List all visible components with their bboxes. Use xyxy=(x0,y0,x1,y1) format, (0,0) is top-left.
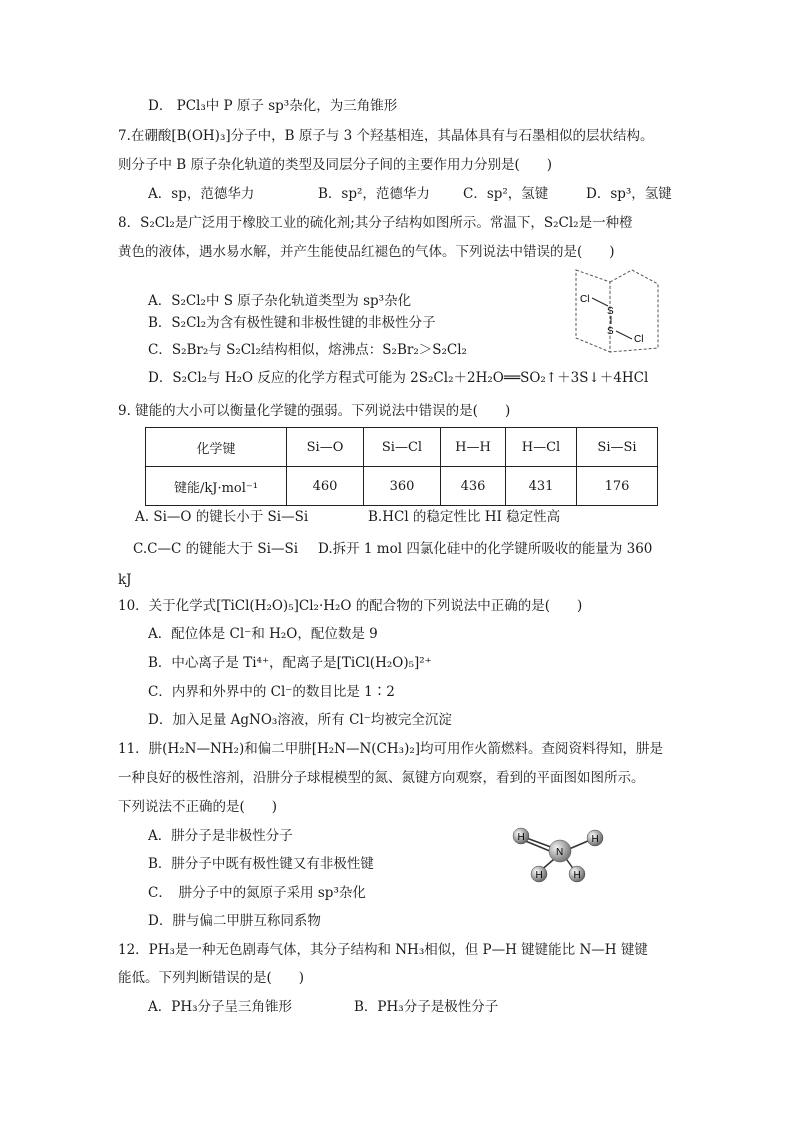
table-row xyxy=(146,428,658,467)
s2cl2-structure-figure xyxy=(570,268,665,358)
q7-option-a: A．sp，范德华力 xyxy=(148,186,255,202)
cl-atom-label: Cl xyxy=(580,294,590,305)
q9-option-a: A. Si—O 的键长小于 Si—Si xyxy=(135,509,309,525)
q11-option-b: B．肼分子中既有极性键又有非极性键 xyxy=(148,856,374,872)
table-cell: H—Cl xyxy=(506,428,577,467)
q11-option-a: A．肼分子是非极性分子 xyxy=(148,828,293,844)
q8-stem-cont: 黄色的液体，遇水易水解，并产生能使品红褪色的气体。下列说法中错误的是( ) xyxy=(118,244,615,260)
table-row xyxy=(146,467,658,506)
q11-stem-cont2: 下列说法不正确的是( ) xyxy=(118,799,278,815)
table-header-cell: 化学键 xyxy=(146,428,287,467)
hydrazine-model-figure xyxy=(505,822,610,890)
q10-option-b: B．中心离子是 Ti⁴⁺，配离子是[TiCl(H₂O)₅]²⁺ xyxy=(148,655,432,671)
q11-option-c: C． 肼分子中的氮原子采用 sp³杂化 xyxy=(148,885,366,901)
q8-option-c: C．S₂Br₂与 S₂Cl₂结构相似，熔沸点：S₂Br₂＞S₂Cl₂ xyxy=(148,342,467,358)
q8-option-b: B．S₂Cl₂为含有极性键和非极性键的非极性分子 xyxy=(148,315,436,331)
n-atom-label: N xyxy=(556,847,564,858)
q12-stem-cont: 能低。下列判断错误的是( ) xyxy=(118,970,305,986)
q8-option-d: D．S₂Cl₂与 H₂O 反应的化学方程式可能为 2S₂Cl₂＋2H₂O══SO₂↑＋3S↓＋4HCl xyxy=(148,370,649,386)
q11-stem-cont: 一种良好的极性溶剂，沿肼分子球棍模型的氮、氮键方向观察，看到的平面图如图所示。 xyxy=(118,770,645,786)
cl-atom-label: Cl xyxy=(634,334,644,345)
table-cell: Si—Cl xyxy=(364,428,441,467)
s-atom-label: S xyxy=(607,306,614,317)
q9-option-d: D.拆开 1 mol 四氯化硅中的化学键所吸收的能量为 360 xyxy=(318,541,653,557)
h-atom-label: H xyxy=(591,834,599,845)
q9-option-b: B.HCl 的稳定性比 HI 稳定性高 xyxy=(368,509,561,525)
table-cell: 431 xyxy=(506,467,577,506)
q7-option-d: D．sp³，氢键 xyxy=(586,186,672,202)
q8-option-a: A．S₂Cl₂中 S 原子杂化轨道类型为 sp³杂化 xyxy=(148,293,412,309)
h-atom-label: H xyxy=(517,832,525,843)
table-cell: 360 xyxy=(364,467,441,506)
q6-option-d: D． PCl₃中 P 原子 sp³杂化，为三角锥形 xyxy=(148,98,398,114)
q9-option-c: C.C—C 的键能大于 Si—Si xyxy=(133,541,299,557)
table-cell: 176 xyxy=(577,467,658,506)
table-cell: 460 xyxy=(287,467,364,506)
q12-option-a: A．PH₃分子呈三角锥形 xyxy=(148,999,293,1015)
q7-option-c: C．sp²，氢键 xyxy=(463,186,549,202)
table-cell: H—H xyxy=(441,428,506,467)
q8-stem: 8．S₂Cl₂是广泛用于橡胶工业的硫化剂;其分子结构如图所示。常温下，S₂Cl₂是一种橙 xyxy=(118,215,633,231)
q7-option-b: B．sp²，范德华力 xyxy=(318,186,430,202)
q7-stem: 7.在硼酸[B(OH)₃]分子中，B 原子与 3 个羟基相连，其晶体具有与石墨相似的层状结构。 xyxy=(118,128,654,144)
q10-option-a: A．配位体是 Cl⁻和 H₂O，配位数是 9 xyxy=(148,626,378,642)
s-atom-label: S xyxy=(607,326,614,337)
table-header-cell: 键能/kJ·mol⁻¹ xyxy=(146,467,287,506)
bond-energy-table xyxy=(145,427,658,506)
q11-stem: 11．肼(H₂N—NH₂)和偏二甲肼[H₂N—N(CH₃)₂]均可用作火箭燃料。查阅资料得知，肼是 xyxy=(118,741,664,757)
q10-option-d: D．加入足量 AgNO₃溶液，所有 Cl⁻均被完全沉淀 xyxy=(148,712,452,728)
table-cell: Si—Si xyxy=(577,428,658,467)
q9-stem: 9. 键能的大小可以衡量化学键的强弱。下列说法中错误的是( ) xyxy=(118,403,511,419)
q11-option-d: D．肼与偏二甲肼互称同系物 xyxy=(148,913,321,929)
q10-option-c: C．内界和外界中的 Cl⁻的数目比是 1∶2 xyxy=(148,684,395,700)
q9-option-d-cont: kJ xyxy=(118,572,132,588)
q12-option-b: B．PH₃分子是极性分子 xyxy=(354,999,499,1015)
q12-stem: 12．PH₃是一种无色剧毒气体，其分子结构和 NH₃相似，但 P—H 键键能比 N—H 键键 xyxy=(118,942,648,958)
table-cell: 436 xyxy=(441,467,506,506)
h-atom-label: H xyxy=(535,870,543,881)
q10-stem: 10．关于化学式[TiCl(H₂O)₅]Cl₂·H₂O 的配合物的下列说法中正确的是( ) xyxy=(118,598,583,614)
table-cell: Si—O xyxy=(287,428,364,467)
h-atom-label: H xyxy=(573,870,581,881)
q7-stem-cont: 则分子中 B 原子杂化轨道的类型及同层分子间的主要作用力分别是( ) xyxy=(118,157,553,173)
